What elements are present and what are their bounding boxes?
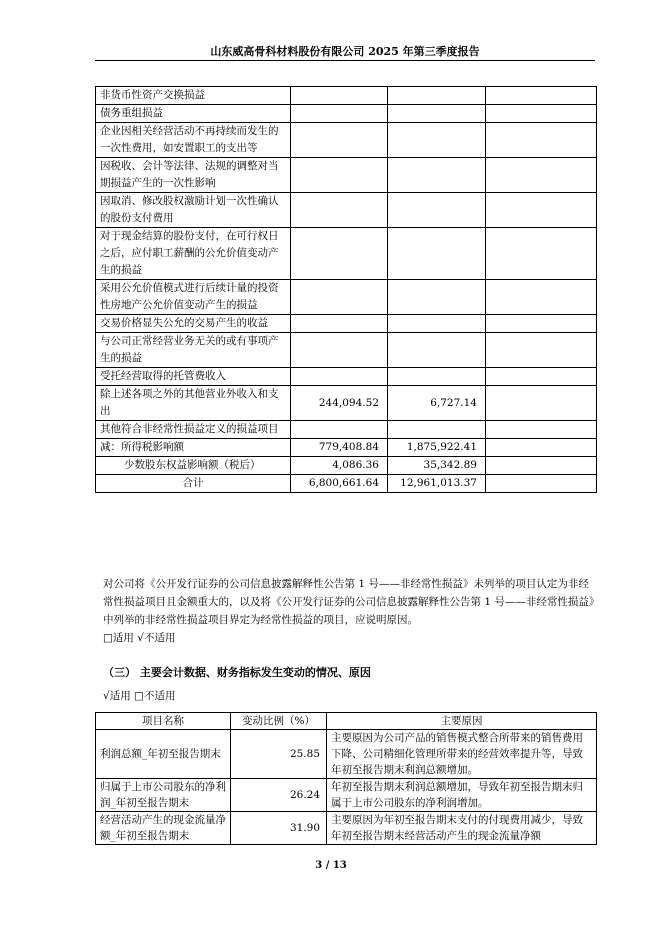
item-name: 采用公允价值模式进行后续计量的投资性房地产公允价值变动产生的损益 [96,280,291,315]
header-divider [95,60,595,61]
table-header-row [96,713,597,730]
table-row [96,193,597,228]
item-name: 因取消、修改股权激励计划一次性确认的股份支付费用 [96,193,291,228]
ytd-amount [388,193,486,228]
table-row [96,439,597,457]
note [486,193,597,228]
column-header: 项目名称 [96,713,231,730]
ytd-amount [388,105,486,123]
ytd-amount [388,368,486,386]
ytd-amount [388,315,486,333]
item-name: 受托经营取得的托管费收入 [96,368,291,386]
ytd-amount [388,228,486,280]
current-amount [291,158,388,193]
applicability-options: √适用 □不适用 [103,690,176,702]
item-name: 减：所得税影响额 [96,439,291,457]
item-name: 归属于上市公司股东的净利润_年初至报告期末 [96,779,231,812]
current-amount [291,123,388,158]
note [486,421,597,439]
table-row [96,280,597,315]
ytd-amount: 35,342.89 [388,457,486,475]
page-number: 3 / 13 [315,860,347,871]
table-row [96,123,597,158]
table-row [96,315,597,333]
table-row [96,158,597,193]
note [486,475,597,493]
current-amount [291,193,388,228]
current-amount [291,87,388,105]
column-header: 主要原因 [327,713,597,730]
main-reason: 主要原因为年初至报告期末支付的付现费用减少，导致年初至报告期末经营活动产生的现金流量净额 [327,812,597,845]
item-name: 债务重组损益 [96,105,291,123]
current-amount: 4,086.36 [291,457,388,475]
item-name: 交易价格显失公允的交易产生的收益 [96,315,291,333]
note [486,386,597,421]
current-amount [291,333,388,368]
note [486,457,597,475]
table-row [96,228,597,280]
note [486,228,597,280]
current-amount [291,280,388,315]
item-name: 经营活动产生的现金流量净额_年初至报告期末 [96,812,231,845]
note [486,105,597,123]
ytd-amount: 6,727.14 [388,386,486,421]
change-ratio: 31.90 [231,812,327,845]
note [486,315,597,333]
ytd-amount [388,87,486,105]
change-ratio: 25.85 [231,730,327,779]
note [486,439,597,457]
table-row [96,333,597,368]
table-row [96,105,597,123]
ytd-amount [388,333,486,368]
table-row [96,421,597,439]
main-reason: 主要原因为公司产品的销售模式整合所带来的销售费用下降、公司精细化管理所带来的经营效率提升等，导致年初至报告期末利润总额增加。 [327,730,597,779]
current-amount: 779,408.84 [291,439,388,457]
non-recurring-items-table [95,86,597,493]
page-header-title: 山东威高骨科材料股份有限公司 2025 年第三季度报告 [210,45,480,58]
current-amount [291,105,388,123]
ytd-amount [388,123,486,158]
current-amount [291,228,388,280]
section-title: （三） 主要会计数据、财务指标发生变动的情况、原因 [103,666,371,679]
item-name: 除上述各项之外的其他营业外收入和支出 [96,386,291,421]
ytd-amount [388,158,486,193]
table-row [96,457,597,475]
table-row [96,730,597,779]
item-name: 利润总额_年初至报告期末 [96,730,231,779]
item-name: 对于现金结算的股份支付，在可行权日之后，应付职工薪酬的公允价值变动产生的损益 [96,228,291,280]
item-name: 因税收、会计等法律、法规的调整对当期损益产生的一次性影响 [96,158,291,193]
indicator-change-table [95,712,597,845]
current-amount: 6,800,661.64 [291,475,388,493]
item-name: 非货币性资产交换损益 [96,87,291,105]
note [486,87,597,105]
current-amount: 244,094.52 [291,386,388,421]
disclosure-paragraph: 对公司将《公开发行证券的公司信息披露解释性公告第 1 号——非经常性损益》未列举的项目认定为非经常性损益项目且金额重大的，以及将《公开发行证券的公司信息披露解释性公告第 1 号——非经常性损益》中列举的非经常性损益项目界定为经常性损益的项目，应说明原因。 [103,578,595,626]
table-row [96,812,597,845]
item-name: 少数股东权益影响额（税后） [96,457,291,475]
change-ratio: 26.24 [231,779,327,812]
note [486,333,597,368]
table-row-total [96,475,597,493]
note [486,158,597,193]
item-name: 企业因相关经营活动不再持续而发生的一次性费用，如安置职工的支出等 [96,123,291,158]
current-amount [291,315,388,333]
item-name: 与公司正常经营业务无关的或有事项产生的损益 [96,333,291,368]
current-amount [291,368,388,386]
note [486,368,597,386]
item-name: 其他符合非经常性损益定义的损益项目 [96,421,291,439]
table-row [96,87,597,105]
current-amount [291,421,388,439]
column-header: 变动比例（%） [231,713,327,730]
ytd-amount: 12,961,013.37 [388,475,486,493]
main-reason: 年初至报告期末利润总额增加，导致年初至报告期末归属于上市公司股东的净利润增加。 [327,779,597,812]
table-row [96,779,597,812]
ytd-amount [388,280,486,315]
ytd-amount: 1,875,922.41 [388,439,486,457]
ytd-amount [388,421,486,439]
table-row [96,386,597,421]
item-name: 合计 [96,475,291,493]
note [486,280,597,315]
note [486,123,597,158]
applicability-options: □适用 √不适用 [103,632,176,644]
table-row [96,368,597,386]
